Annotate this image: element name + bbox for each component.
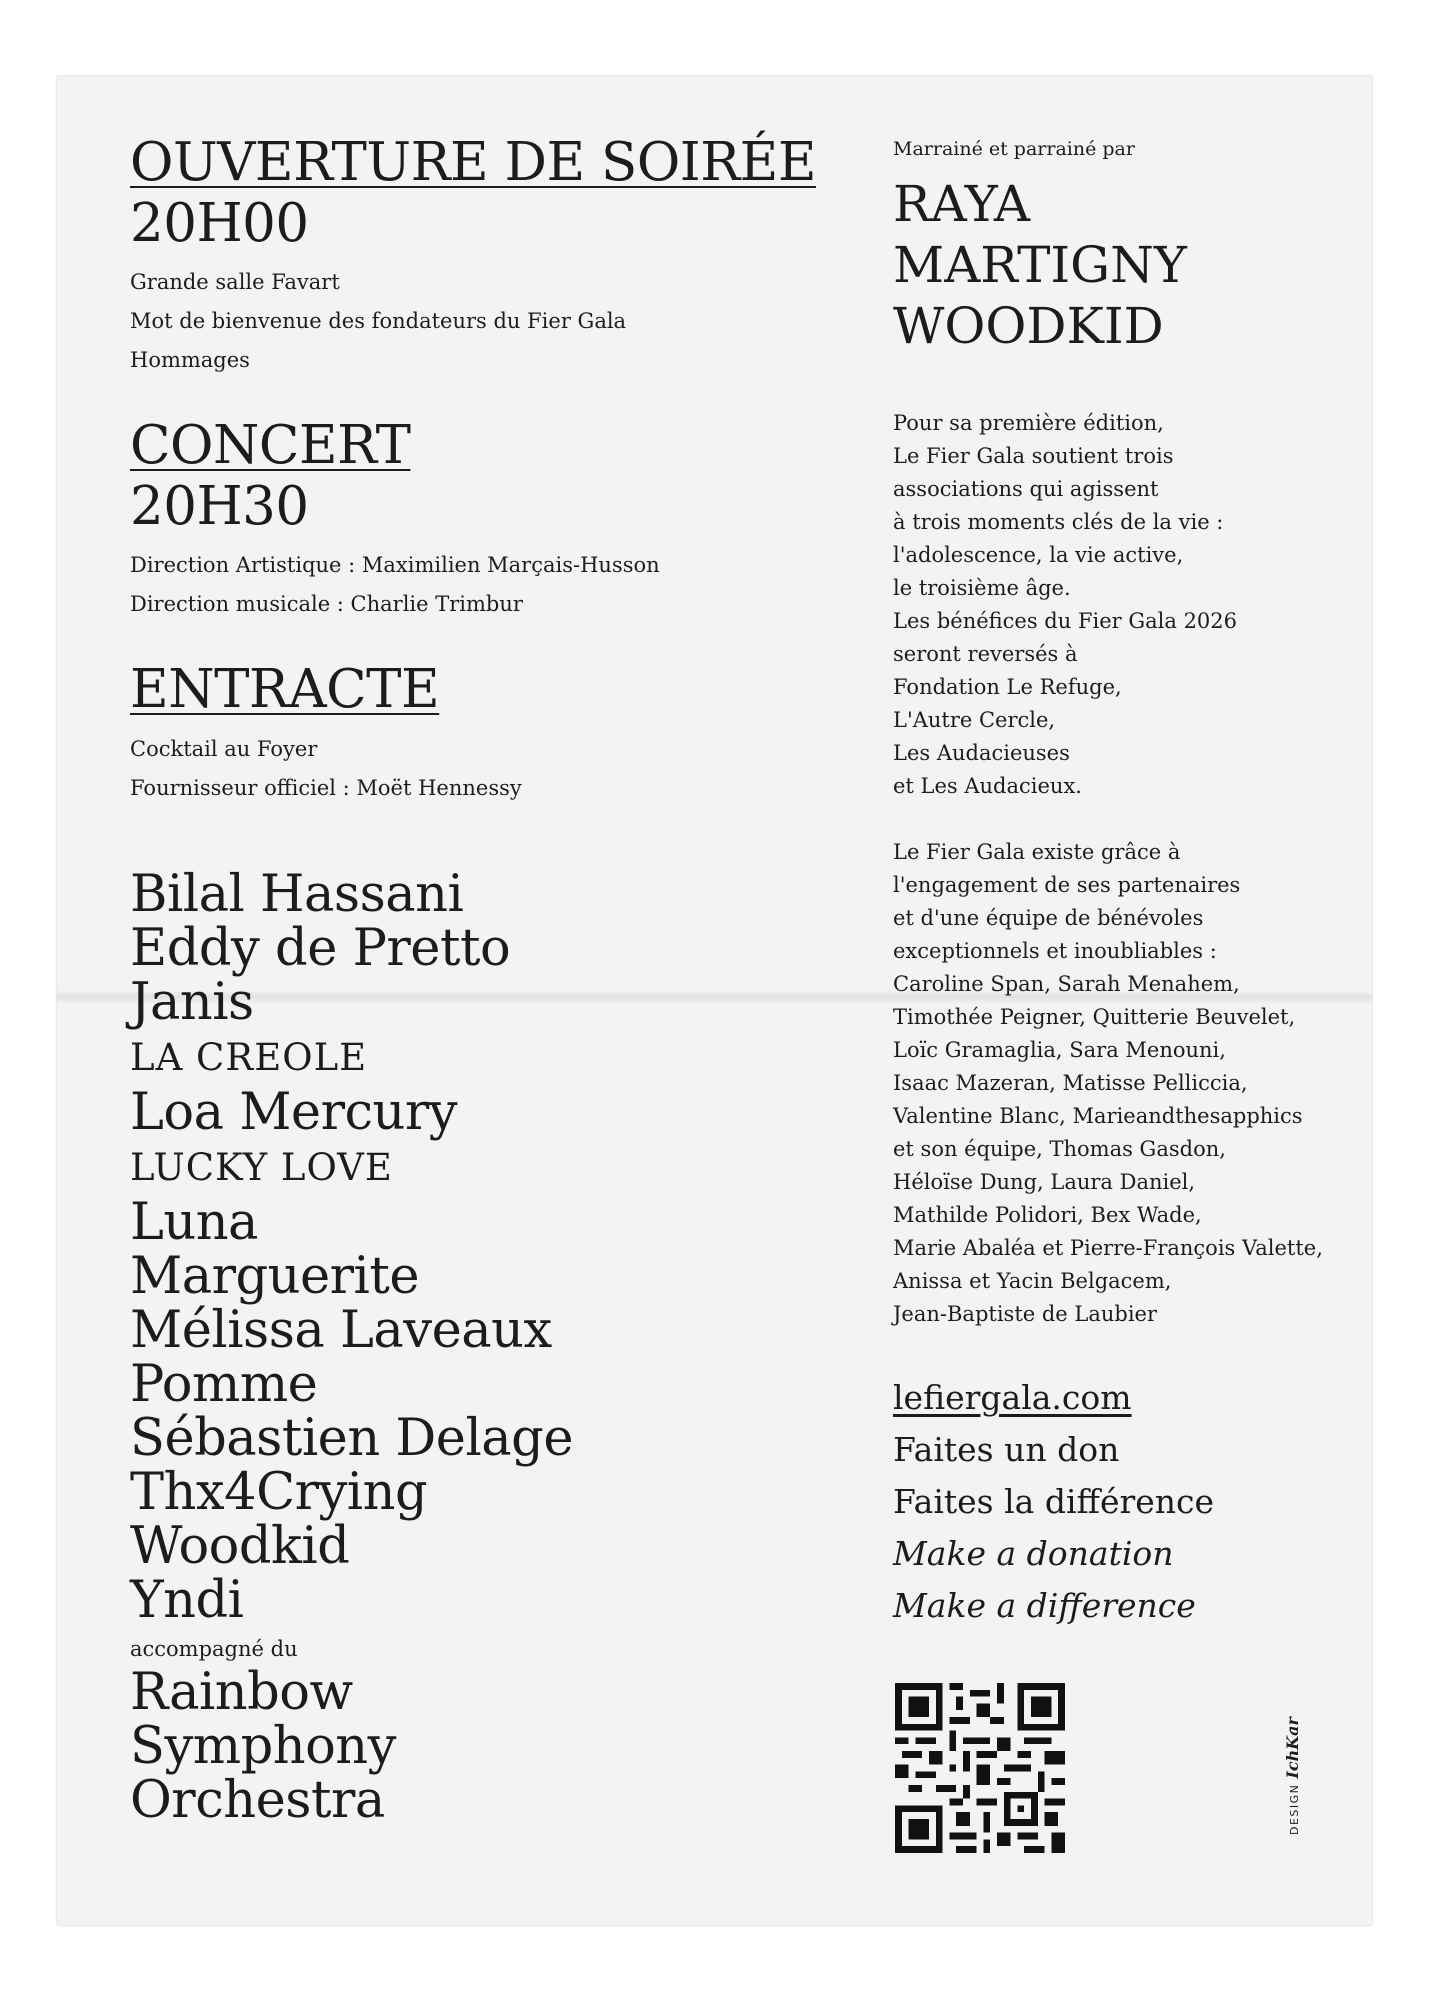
section-line: Cocktail au Foyer [130, 737, 318, 761]
artist-list [130, 865, 850, 1830]
paragraph-line: Héloïse Dung, Laura Daniel, [893, 1170, 1196, 1194]
section-title: OUVERTURE DE SOIRÉE [130, 132, 817, 193]
sponsor-intro: Marrainé et parrainé par [893, 138, 1135, 160]
paragraph-line: l'engagement de ses partenaires [893, 873, 1241, 897]
section-title: CONCERT [130, 415, 411, 476]
orchestra-name: Symphony [130, 1717, 396, 1776]
orchestra-name: Orchestra [130, 1771, 385, 1830]
cta-donate-en: Make a donation [893, 1534, 1174, 1573]
section-title: ENTRACTE [130, 659, 440, 720]
paragraph-line: Anissa et Yacin Belgacem, [893, 1269, 1172, 1293]
paragraph-line: et Les Audacieux. [893, 774, 1082, 798]
paragraph-line: Caroline Span, Sarah Menahem, [893, 972, 1240, 996]
paragraph-line: L'Autre Cercle, [893, 708, 1056, 732]
program-column [130, 132, 850, 1830]
artist-name: Yndi [130, 1571, 244, 1630]
section-line: Fournisseur officiel : Moët Hennessy [130, 776, 522, 800]
thanks-paragraph [893, 836, 1333, 1331]
artist-name: Woodkid [130, 1517, 350, 1576]
paragraph-line: Fondation Le Refuge, [893, 675, 1122, 699]
paragraph-line: et son équipe, Thomas Gasdon, [893, 1137, 1226, 1161]
artist-name: Eddy de Pretto [130, 919, 511, 978]
website-link[interactable]: lefiergala.com [893, 1378, 1132, 1417]
paragraph-line: associations qui agissent [893, 477, 1159, 501]
paragraph-line: Valentine Blanc, Marieandthesapphics [893, 1104, 1303, 1128]
paragraph-line: à trois moments clés de la vie : [893, 510, 1224, 534]
artist-name: Loa Mercury [130, 1083, 458, 1142]
design-credit [1283, 1717, 1302, 1835]
cta-difference-fr: Faites la différence [893, 1482, 1215, 1521]
cta-difference-en: Make a difference [893, 1586, 1196, 1625]
edition-paragraph [893, 407, 1333, 803]
paragraph-line: Le Fier Gala soutient trois [893, 444, 1174, 468]
artist-name: LUCKY LOVE [130, 1146, 393, 1189]
artist-name: Thx4Crying [130, 1463, 428, 1522]
section-intermission [130, 659, 850, 808]
paragraph-line: Isaac Mazeran, Matisse Pelliccia, [893, 1071, 1248, 1095]
paragraph-line: Marie Abaléa et Pierre-François Valette, [893, 1236, 1323, 1260]
artist-name: Janis [130, 973, 254, 1032]
paragraph-line: et d'une équipe de bénévoles [893, 906, 1204, 930]
artist-name: LA CREOLE [130, 1036, 368, 1079]
paragraph-line: l'adolescence, la vie active, [893, 543, 1184, 567]
cta-donate-fr: Faites un don [893, 1430, 1120, 1469]
artist-name: Marguerite [130, 1247, 420, 1306]
qr-code-icon[interactable] [895, 1683, 1065, 1853]
paragraph-line: Loïc Gramaglia, Sara Menouni, [893, 1038, 1226, 1062]
artist-name: Sébastien Delage [130, 1409, 574, 1468]
section-line: Mot de bienvenue des fondateurs du Fier Gala [130, 309, 627, 333]
accompaniment-label: accompagné du [130, 1637, 298, 1661]
paragraph-line: le troisième âge. [893, 576, 1071, 600]
section-opening [130, 132, 850, 380]
paragraph-line: Mathilde Polidori, Bex Wade, [893, 1203, 1202, 1227]
section-line: Grande salle Favart [130, 270, 340, 294]
section-time: 20H00 [130, 193, 309, 254]
designer-signature: IchKar [1283, 1717, 1302, 1779]
info-column [893, 138, 1333, 1632]
paragraph-line: Les Audacieuses [893, 741, 1070, 765]
section-line: Direction Artistique : Maximilien Marçais-Husson [130, 553, 660, 577]
paragraph-line: Le Fier Gala existe grâce à [893, 840, 1181, 864]
donation-links [893, 1376, 1333, 1632]
orchestra-name: Rainbow [130, 1663, 353, 1722]
paragraph-line: seront reversés à [893, 642, 1078, 666]
section-line: Hommages [130, 348, 250, 372]
section-time: 20H30 [130, 476, 309, 537]
artist-name: Mélissa Laveaux [130, 1301, 552, 1360]
credit-label: DESIGN [1288, 1783, 1301, 1835]
sponsor-name: WOODKID [893, 297, 1164, 355]
paragraph-line: Timothée Peigner, Quitterie Beuvelet, [893, 1005, 1296, 1029]
section-concert [130, 415, 850, 624]
sponsor-name: RAYA [893, 175, 1030, 233]
paragraph-line: Pour sa première édition, [893, 411, 1164, 435]
paragraph-line: Les bénéfices du Fier Gala 2026 [893, 609, 1238, 633]
artist-name: Pomme [130, 1355, 318, 1414]
paragraph-line: Jean-Baptiste de Laubier [893, 1302, 1158, 1326]
section-line: Direction musicale : Charlie Trimbur [130, 592, 523, 616]
artist-name: Luna [130, 1193, 258, 1252]
artist-name: Bilal Hassani [130, 865, 464, 924]
sponsor-name: MARTIGNY [893, 236, 1187, 294]
paragraph-line: exceptionnels et inoubliables : [893, 939, 1217, 963]
